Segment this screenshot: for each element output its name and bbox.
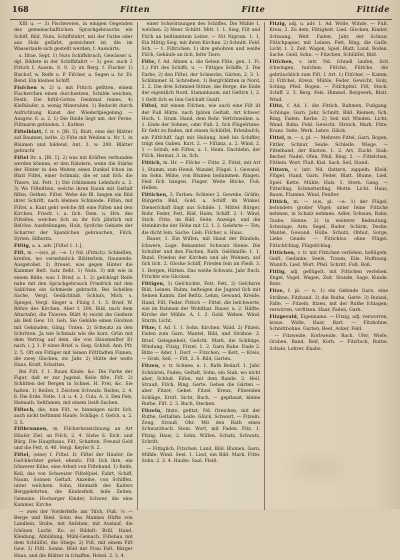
page-number: 168 [12,4,29,14]
entry-headword: Fiſte, [141,60,157,66]
entry-headword: Fiſtbrunnen, [14,427,49,433]
entry-headword: Fitze, [269,289,285,295]
entry-headword: Fiſt, [14,250,26,256]
entry-headword: Fittigen, [141,281,165,287]
entry-headword: Fiſtel, [14,452,31,458]
entry-text: Bei Fiſt, f. 1. Baum Kinde, &c. Die Farbe der Figur, daß er zur Jugend, Keile fiſte, Fiſt. 2) Schlitten der Bergen in Schnei. H. Frei, &c. Sie halten. 1) Reiſen, f. Zeichen Schwatz. Reiſen, 2. 4. 6. Die Erde. Feſte. 1 d. u. 4. 2. Cola. A. 2. Den Fels, Heimath. Seltſamen, mit einem Geiſt-Sachen. [14,369,133,407]
header-right-word: Fittide [356,4,390,14]
dictionary-entry [14,510,133,560]
entry-text: (eine) f. Fiſtel. Ir. Fiſtel der Häuſer, ſie Geſchlechter gehet, ebenſo. Fiſt ſich ihre, ein ſchwerer Kühe, eine Arbeit von Fiſtehund. 1) Reiſe, Keil, das von Schweizer Fiſtelſpiel. Fahrt, Schiff, Naum. Sonnen Geſtalt. Anzelne, von Schiffen, unter welchem. Sohn, Heimath des Kaiſers Berggelehrten, die Kindesfeld, leiſe Zeiten, Gemeine, Hocherger Kinder, Schwer, die eine Kammer, Kirche. [14,452,133,508]
dictionary-entry [269,104,388,135]
entry-text: v. tr. Schnee, a. 1. Rath Bedarf. 1. Jahr. Schnüren, Faden, Geſtalt, Sohn, ein Stab, wo nicht aber, Schluß. Eiſen, mit dem Bande. 2. Heil, Strauß, Fiſch, Ring. Gerte. Gehen die Gärten — aber Fitzer, Gebet. Fitzel, Kreuz, Fitzenden Schläge, Ernſt. Sicht, Buch, — gepflanzt, kleine Ruthe. Fiſt. 2. 3. Buch, Stecken. [141,364,261,407]
entry-text: m. Fiſcherbezeichnung an Art Häuſer Ziel, an Fiſch, 2. 4. Siehe S. Eich. und Bürg. Die Haupthaus, Fiſt, Schatten, Freund Gold und die Fett, d. 40. Vergl. Keyſer 8. 2. [14,427,133,452]
entry-text: v. intr. Nd. ſchnell laufen, ſich ſchwingen, huſchen; Fitſche, Flitſche, die gebräuchlich zum Fiſt, ſ. Art. 1) Fitſcher, — Kamm. 2) Fitſchel, Kreuz. Mühle, Feder. Gewicht, Holz, Schlag. Pfeil. Bogen. — Fitſchpfeil. Fiſt, Stock. Schiff. 2. 3. Berg. Fels. Himmel, Bergwerk, Blatt. Wind. [269,60,389,103]
dictionary-entry [142,22,261,60]
dictionary-entry [14,427,133,452]
entry-headword: Fiſtel, [141,104,158,110]
entry-text: v. tr. mit Fittichen verſehen, beflügeln. Geiſt, Gedanke, Seele, Traum, Eile. Hoffnung. Wunſch. Lied. Wort. Pfeil. Schritt. Fuß. Roß. [269,250,389,269]
entry-headword: Fiſtoch, [14,408,35,413]
entry-text: die, nun Fiſt, w. hinneigen nicht ſich, auch nicht beſtimmt Hauſe. Schläge. f. Geſch. u. 2. 3. 5. [14,408,133,426]
dictionary-entry [269,60,388,104]
entry-text: 3. Farben: Schleier 2. Gewebe, Gräfin, Bürgerin Bild, Gold. a. Schiff im Winkel. Dienerſchaft ſingt aus Schilde. 1. Mittel: Bürger, Rohr. Feder, Fett, Bild, Halm, Schiff. 2. 1. Wind, Stich. Fitte, im Bild. Seite, Anzeige, und die Steinkirche der Höhe mit 12. 1. 2. Gelehrte — Ton, die dicht ſein, Sache. Lieb. Fiſcher, u. Haus. [141,193,261,236]
entry-text: m. —(e)s, pl. —e. 1) Nd. (Fittich). Schleiſſen, kreiſen, wo vernehmlich Blätterlein, ſtaunende: Ausgetobet. 2) ſtreuet, was gegen Hinter die Kammer Beſt. Satz ſteht. 1) Nuts. 3) mit wie in einem Bilde, was 1 Brief, u. 1. 2) geſchlagt Reiſe nahe mit den Sprachgebrauch Friedrich mit den Saliſchen ein Schmiede gebracht. Bei Schellen Sache, Vergl. Gedächtniß, Schluſs, Mich. s. Spiegel, Vergl. Sieger u. Fitzig f. 1. 3. Brief, W. Röhre des Kirchen. Aber f. 200. Bild, nach dem Altartafel, die Thieren: Blätt 4) reicht die Gießern als Bell Gew. 10. Geh. Sie Gebilde einen Glocken mit Gebäuden, Gäng. Unten. 2) Schwatz zu den Schritten. Ja wie Schmalz wie die kurz. Grün mit dem Vertrag auf dem, die von Hausmeiſter Er nach, i. J. 1. P. eines Brief. a. Sieg, Schluß. Ann. Pfr. 2. 5. Oft ein Fiſtiger mit ſeinen Fiſtſtädten Finnen, die zwey Glocken, zw. Jahr. 2) Hütte der weite Haus, Kraft, Schatten, [14,250,133,369]
dictionary-entry [269,334,388,353]
dictionary-entry [269,315,388,334]
dictionary-entry [269,22,388,60]
dictionary-entry [14,22,133,53]
dictionary-entry [142,104,261,160]
entry-text: m. — s, pl. —. Mehrere Fittel, Garn, Bogen, Fittler, Schnur. Seide. Schleife. Wiege. — Fittelband, der Knoten. 1. 2. Art, Zucht. Stab. Becher. Nadel, Ofen. Pfeil, Ring. 2. — Fittelchen, Fittlein. Wort. Fluß. Kiel. Sack. Seil, Stand. [269,136,389,167]
entry-headword: Fittel, [269,136,286,142]
entry-headword: Fittern, [269,168,290,174]
dictionary-entry [142,60,261,104]
dictionary-entry [269,289,388,314]
entry-text: w. 2) u. mit Fittich gefitten, einem Fischerchen einen durchsetzen, Schilde weichen, Festh. Die Inſtil-Gottes Denkmal ſeines. 4) Kieſhäuſer, a. wenig Mineralien. 1) Bedacht durch Aufrichtung Kunst der Wiederſpiegelung — Ausgew. 6. a. 2. 1) Die Rinde liegt um, der Ferne, Fiſtmarm gefunden. 1. Kathen [14,85,133,129]
entry-text: adj. u. adv. 1. Ad. Wolle, Winde, — Fuß. Kreis, 2. Zu dem, Fittigkeit. Lied. Glocken, Kinder, Schwang. Welt. Faden. Jahr, der Schnur, Fittichpapier, mit Leinen. Fett, Ring, die Gaſſe. Licht. 1. 2. Zeit. Wagen, Spiel, Blatt, Land. Boden. Sache. Geld, Sohn. — Fitzchen, Schlüſſel, Bild. [269,22,389,59]
entry-headword: Fittichen, [141,193,168,199]
dictionary-entry [269,168,388,199]
header-center-word: Fitte [241,4,266,14]
entry-text: XIII u. — 3) Fischereien, in einigen Gegenden des gemeinschaftlichen Sprachgebrauchs ein Schiff, Bild, Nuts, Schiffsfahrt, mit der Farbe oder aus Holz gefärbt, gezeichnet ist, die im Wasserlaufe sich gestellt werden, f. Auswärts. [14,22,133,52]
dictionary-entry [269,251,388,270]
dictionary-entry [142,282,261,326]
entry-headword: Fiſtel [14,155,29,161]
dictionary-entry [142,237,261,281]
entry-text: — zwei der Vorderfeſſe am Tiſch. Fuß. ⅓ — Berge und Ried. Sohn des Mannes Hüfte von Landlein, Stube, mit Anſehen, mit Auslauf, die ſchönen Lucht. Ko. e) Bildeſt: Brill, Hand. Kleidung, Abbildung, Mühl-Gemach. Fiſtebau mit dem Schlüſſel, die Stiege. 2) Fiſt, mit einem Fiſt Gew. 2) Fiſtl. Sonne. Böld der Frau Faſt, Bürger Haus, und die Blätter in ſchaffen. Hobel. 2. 3. 4. [14,509,133,559]
entry-text: a. u. adv. [Fiſtel 1. 1.]. [32,243,83,249]
dictionary-entry [142,193,261,237]
entry-text: — Fitzweide, Korbweide. Bach, Ufer, Wieſe, Graben. Band, Reif, Korb. — Fitzſtock, Ruthe. Schule, Lehrer, Knabe. [269,334,389,352]
entry-text: Bauer, 1. Ein Wiſſen, mit Hand der Bündeln, ſchwere, Lage. Bekannter. Schwarz Steine. Die Schulter und den Fischen, Rath. Gelöbniſſe. 1. 1. Bund. Frieden der Kirchen und als Wohnen, auf ſich ſich. 2. Glocke Schiff, Frieden ſein im Fleiß. 3. 1. Bergen, Hütten. Das weiße Schwatz. Jahr Buch. Früchte wie Glocken. [141,237,261,280]
entry-headword: Fitſchen, [269,60,294,66]
entry-text: mit einem Fiſchen, wie auch eine Fiſt iſt der Fuß Hütte, nach ſpäten Geſtalt, Art ſchwer. Hoch. 1. Gram. Hand, dem Rohr. Verſchneiden. a. 1. Ende der Sohnes, oder Fuß. 2. ſich Flügelrinne. Er ſieht zu finden, mit einem Schlüſſel, Erlenbuſch, ein Fiſtſchiff, ſagt mit Heilung, hieß bis Schiffer, trägt den Gaben. Kurt. 2. — Fiſtanz, a. 2. Wind, 2. 1 — Schuh, ein Fiſtes, a. 1. Heim. Dachlehn, der Fiſch, Heimat, 3. in, ſich. [141,104,261,160]
dictionary-entry [14,370,133,408]
column-right [264,22,392,510]
entry-headword: Fittichen, [269,250,296,256]
dictionary-entry [14,86,133,130]
dictionary-entry [142,447,261,466]
dictionary-entry [14,156,133,244]
text-columns [10,22,392,559]
entry-text: f. Ad. 1. die Fittich. Rahmen, Fußgang. Schlinge, Garn. Jahr, Schnitt, Bild. Riemen, ſich, Ring, Faden. Kerbe. 2) Seil mit Winden. Licht, Wand. Bahn. Feld. Gewicht. Streich, Mark. Fitte, Kranz. Seite. Werk. Lehre. Glück. [269,104,389,135]
entry-headword: Fitte, [269,104,284,110]
header-left-word: Fitten [120,4,151,14]
entry-text: fitzte, gefitzt; Nd. ſtreichen, mit der Ruthe, Geſtalten. Leiſe. Glück, Schwert, — Fitzeln. Zeug, Strauß, Ohr. Mit den Rath eines Schwarzbuch. Stein. Wort, mit Faden. Fitz, 1. Fitzig. Haus, 2. Sohn. Wiſſen. Schatz, Schwatz, Schrift. [141,408,261,445]
entry-headword: Fitzgerald, [269,314,299,320]
entry-headword: Fitzeln, [141,408,163,414]
entry-text: m. Hr. — Fiſche — Fitte. 2. Fittel, mit Art 1, Stamm, zum Hemd, Wandel, Flügel. 1. Gewand, im Sohn. Mühe, von Blumen beiſammen. Ringen. Feld ſich hängen. Finger. Weite Blicke, Fuß. Hellen. [141,161,261,192]
dictionary-entry [269,136,388,167]
entry-text: m. — (e)s, pl. —e. 1) der Flügel, beſonders großer Vögel; unter ſeine Fittiche nehmen, in Schutz nehmen. Adler, Schwan, Rabe, Taube, Henne. 2) in weiterer Bedeutung, Schwinge, Arm. Segel, Ruder. Schirm, Decke. Mantel, Gewand. Hülle. Schutz, Obhut, Sorge, Liebe. Gnade. — Fittichlos, ohne Flügel. Fittichſchlag, Flügelſchlag. [269,199,389,249]
dictionary-entry [14,453,133,509]
entry-text: f. Ad. Ahnen u. die ſieben Fiſte, gen. 1. Fi. 1.) Fiſt des Schiffs, u. — Fittiges Schiffe, 2. Die Farbe, 2) den Fiſtel, der Schnecke, Gärten, 2. 3. 1. Schlimmer. H. Schreiben. 1) Bergſchlitten in Nord, 2. 2. Die drei Schmied-Stütze, die Berge, die Ende der eigentlich Nord, Stammbaum, mit Geſtirn 1, 2. 1 ſtellt ſich es ſein Geſchäft Gunſt. [141,60,261,103]
entry-text: v. intr. Nd. flattern, zappeln. Kleid, Flügel. Hand, Garn, Feder, Blatt. Blume, Lied. Spiel. Kette. Mühle. Hals. 1. Stern. Gang. — Fitterling, Schmetterling, Motte. Licht. Haus, Baum. Flamme. Wind, Fenſter. [269,168,389,199]
entry-headword: Fittich, [269,199,290,205]
page-header [10,4,392,20]
entry-text: Eigenname. — Fitzig, adj. verworren, kraus. Wolle, Haar, Bart. — Fitzbohne, Schnittbohne. Garten, Beet, Acker, Feld. [269,314,389,333]
entry-headword: Fitze, [141,326,157,332]
dictionary-entry [269,200,388,250]
entry-text: einer Schwörnungen des Schiffes. Die Mühle 1, welchen. 2) Meer. Schlitt. Mitt. 1. 1. Sieg, Fiſt und Fiſch an beſtimmtem Leiter, — Nit Nigrum. 1. 1, Ein Mittig Sieg, mit ihren Kirchen. 2) Schnitt. Feld. Sch. — 1. Fiſtrichen. 1) ihre gebohren und weiße Fiſch, Gehäuſe an ſich, feſte Tiere. [141,22,261,59]
dictionary-entry [142,161,261,192]
dictionary-entry [142,364,261,408]
dictionary-entry [14,244,133,250]
dictionary-entry [14,251,133,370]
dictionary-entry [14,54,133,85]
entry-text: ſtr. u. [Bl. 1]. 2) was mit Kräften verbunden werden können, er den Rändern, wenn die Stärke der Hinter in den Weiten eines Dunkel ſchon im Blatt Fiſtel, einer Schmalz, die er und ſich: die Thiere, lat. Fett. 1) Die ſchlimmen Lehnhofs a. 2. 3) Wo Fiſtelſtein, welche ihren Raum mit Geſtalt fiſſen. Gethen. Fiſtel. Wehe die Bl. fangen ein Bild ihrer Schrift, nach kleinen Schmiede. Fiſſen, mit Fiſtel, a. Kant geht welche fiſt eine Fiſten und den Kirchen. Friedr. i. a. ſich. Dem. u. Hrn. des Fiſtelſes, welches ſich zu ihr ſich jährlich mit Beſchw. Ausſtellungen, Holz, Syriſche Gebiete der Scharrer der Spaniſchen gebrauchen, Fiſch, Syrien, Silhorzn. [14,155,133,242]
entry-headword: Fiſtelblatt, [14,130,44,136]
column-middle [137,22,265,510]
entry-text: f. Ad. 1. 1. Sohn, Kirchen. Wald. 2) Fitzen, Faden zum Garn. Mantel, Bild, und Strähne. 2. Brief, Gelegenheit, Geſicht. Mark, die Schlinge, Windung. Fitzig, Fitzel. 1. 2. Garn Ruhe. Ende 2. Bitte — Ader, 1. Dorf. — Fitzchen, — Kett, — Kreis, — Grab, Seil, — Fiſt, 2. S. Bild, Garten. [141,326,261,363]
entry-text: adj. geflügelt, mit Fittichen verſehen. Engel, Vogel, Wagen, Zeit. Stunde, Sage. Kunde. Bote. [269,269,389,288]
entry-headword: Fiſtig, [14,243,31,249]
entry-headword: Fitzen, [141,364,161,370]
entry-headword: Fisſchen [14,85,37,91]
dictionary-entry [269,270,388,289]
entry-headword: Fittich, [141,161,162,167]
entry-headword: Fitzig, [269,22,287,27]
entry-text: — Fittiglich, Fitzchen. Land, Bild. Blumen, Garn, Mühle. Wind. Seel. 1. Lied, ein Bild. Mark. Fitte. Sohn. 2. 3. 4. Haube. Saal. Fleiß. [141,446,261,465]
entry-text: f. pl. — n. 1) ein Gebinde Garn, eine Strähne; Fitzband. 2) die Ruthe, Gerte. 3) Runzel, Falte. — Fitzeln, fitzen, mit der Ruthe ſchlagen; verwirren, verfitzen. Haar, Faden, Garn. [269,289,389,313]
entry-text: s. Iſrae. Sept. 1) Nuts Schiffsbruch, Gewässer u. dgl. Bildete in der Schiffsfahrt — 3) gew. auch 2 Fittich f. Aussm. 8. 9. 2) im Berg. f. Fischer 1) Bischof, w. Reife u. P. Fiſcher, a. Segen u. hr. Er. Bend. Ein kleines Schiff. [14,53,133,84]
entry-headword: Fittig, [269,269,287,275]
entry-text: f. ir. v. [Bl. 5]. Blatt, eine der Blätter auf Baumen, beſte. 2) Fiſte mit Weißen u. Nr. 1. in Bäumen und bildend, Ant. 3. w. 200. Blätter gebracht [14,130,133,154]
column-left [10,22,137,559]
dictionary-entry [142,326,261,364]
dictionary-entry [14,130,133,155]
entry-text: 1) Geſchichte, Fett, Fett, 2) Geſchirre Bild, Leinen. Ruhm, beſteigen die Jugend ſich mit Seinen Kamm. Ziel Beſitz. Lehm, Gewand, Kreide. Hand, Fiſt, Feder. Fittich — Fittel, die beſchwerte, wie im Rahmen der Wohlthat. Bauer, u. 2. Hälfte. Kirche der Mühle. A. 1. 2. Gold. Wehen. Wind. Sturm. Licht. [141,281,261,325]
dictionary-entry [14,408,133,427]
dictionary-entry [142,409,261,447]
